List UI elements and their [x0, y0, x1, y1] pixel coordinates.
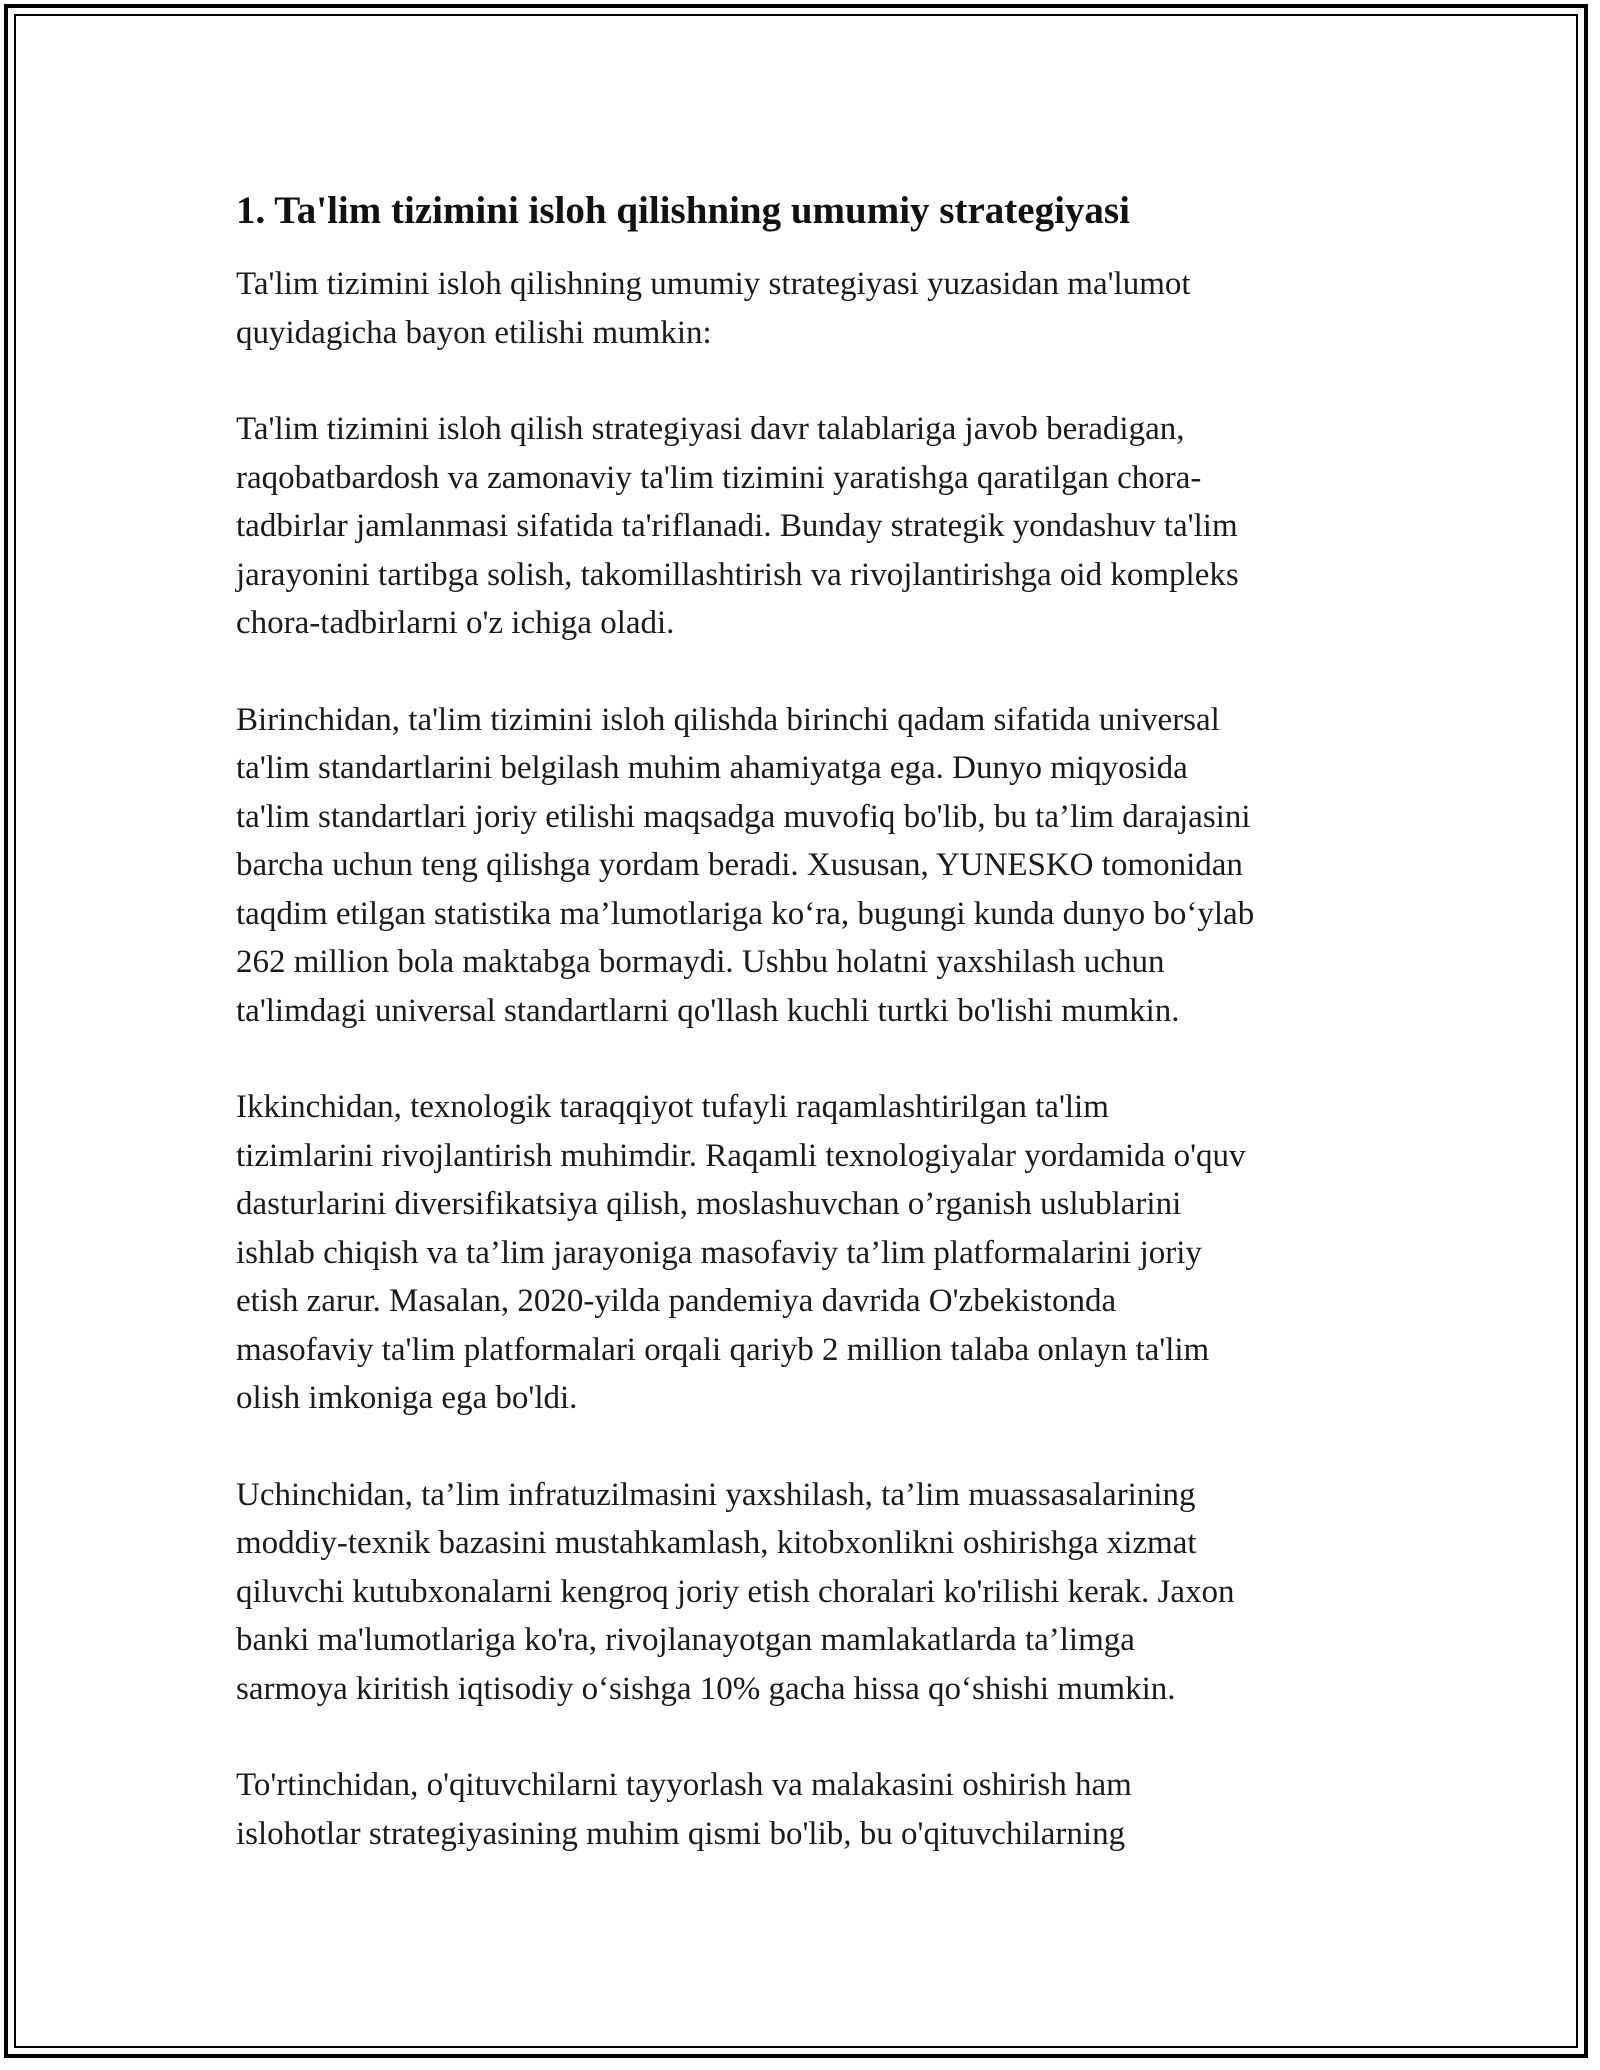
- paragraph-intro: Ta'lim tizimini isloh qilishning umumiy strategiyasi yuzasidan ma'lumot quyidagicha bayon etilishi mumkin:: [236, 266, 1191, 351]
- paragraph-second: Ikkinchidan, texnologik taraqqiyot tufayli raqamlashtirilgan ta'lim tizimlarini rivojlantirish muhimdir. Raqamli texnologiyalar yordamida o'quv dasturlarini diversifikatsiya qilish, moslashuvchan o’rganish uslublarini ishlab chiqish va ta’lim jarayoniga masofaviy ta’lim platformalarini joriy etish zarur. Masalan, 2020-yilda pandemiya davrida O'zbekistonda masofaviy ta'lim platformalari orqali qariyb 2 million talaba onlayn ta'lim olish imkoniga ega bo'ldi.: [236, 1089, 1246, 1416]
- paragraph-third: Uchinchidan, ta’lim infratuzilmasini yaxshilash, ta’lim muassasalarining moddiy-texnik bazasini mustahkamlash, kitobxonlikni oshirishga xizmat qiluvchi kutubxonalarni kengroq joriy etish choralari ko'rilishi kerak. Jaxon banki ma'lumotlariga ko'ra, rivojlanayotgan mamlakatlarda ta’limga sarmoya kiritish iqtisodiy o‘sishga 10% gacha hissa qo‘shishi mumkin.: [236, 1476, 1235, 1707]
- paragraph-first: Birinchidan, ta'lim tizimini isloh qilishda birinchi qadam sifatida universal ta'lim standartlarini belgilash muhim ahamiyatga ega. Dunyo miqyosida ta'lim standartlari joriy etilishi maqsadga muvofiq bo'lib, bu ta’lim darajasini barcha uchun teng qilishga yordam beradi. Xususan, YUNESKO tomonidan taqdim etilgan statistika ma’lumotlariga ko‘ra, bugungi kunda dunyo bo‘ylab 262 million bola maktabga bormaydi. Ushbu holatni yaxshilash uchun ta'limdagi universal standartlarni qo'llash kuchli turtki bo'lishi mumkin.: [236, 701, 1255, 1029]
- paragraph-fourth: To'rtinchidan, o'qituvchilarni tayyorlash va malakasini oshirish ham islohotlar strategiyasining muhim qismi bo'lib, bu o'qituvchilarning: [236, 1767, 1132, 1852]
- document-body: [236, 186, 1376, 1906]
- section-heading: 1. Ta'lim tizimini isloh qilishning umumiy strategiyasi: [236, 189, 1130, 232]
- paragraph-definition: Ta'lim tizimini isloh qilish strategiyasi davr talablariga javob beradigan, raqobatbardosh va zamonaviy ta'lim tizimini yaratishga qaratilgan chora- tadbirlar jamlanmasi sifatida ta'riflanadi. Bunday strategik yondashuv ta'lim jarayonini tartibga solish, takomillashtirish va rivojlantirishga oid kompleks chora-tadbirlarni o'z ichiga oladi.: [236, 411, 1239, 641]
